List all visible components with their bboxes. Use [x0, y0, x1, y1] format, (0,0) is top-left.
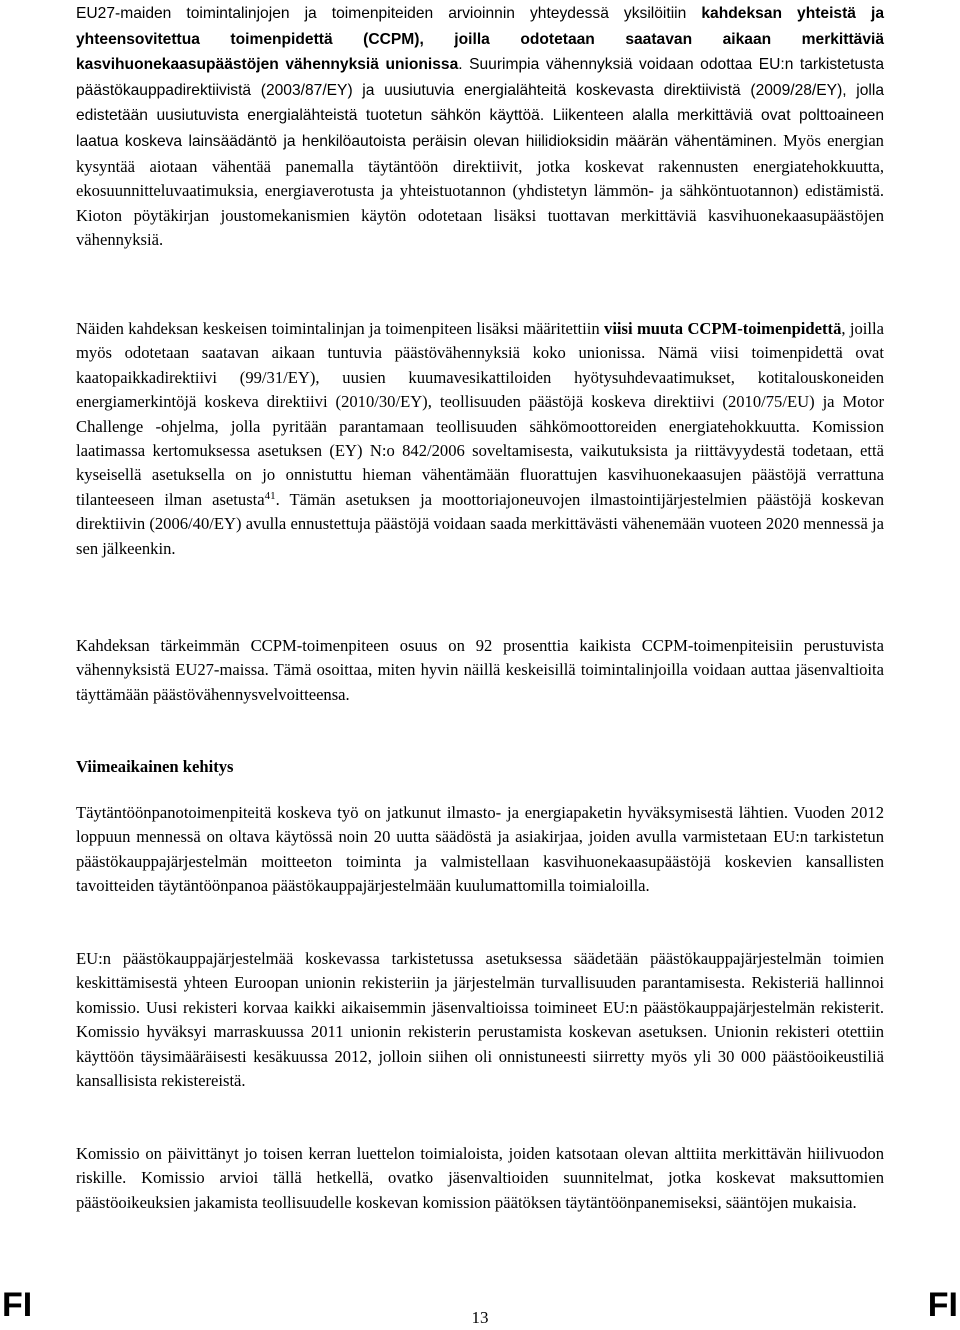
text-run: Myös energian kysyntää aiotaan vähentää panemalla täytäntöön direktiivit, jotka koskevat rakennusten energiatehokkuutta, ekosuunnitteluvaatimuksia, energiaverotusta ja yhteistuotannon (yhdistetyn lämmön- ja sähköntuotannon) edistämistä. Kioton pöytäkirjan joustomekanismien käytön odotetaan lisäksi tuottavan merkittäviä kasvihuonekaasupäästöjen vähennyksiä. — [76, 130, 884, 250]
page-number: 13 — [471, 1308, 489, 1327]
paragraph-ccpm-overview — [76, 1, 884, 253]
text-run: Komissio on päivittänyt jo toisen kerran luettelon toimialoista, joiden katsotaan olevan alttiita merkittävän hiilivuodon riskille. Komissio arvioi tällä hetkellä, ovatko jäsenvaltioiden suunnitelmat, jotka koskevat maksuttomien päästöoikeuksien jakamista teollisuudelle koskevan komission päätöksen täytäntöönpanemiseksi, sääntöjen mukaisia. — [76, 1144, 884, 1212]
language-code-right: FI — [927, 1286, 958, 1324]
text-run: . Suurimpia vähennyksiä voidaan odottaa EU:n tarkistetusta päästökauppadirektiivistä (2003/87/EY) ja uusiutuvia energialähteitä koskevasta direktiivistä (2009/28/EY), jolla edistetään uusiutuvista energialähteistä tuotetun sähkön käyttöä. Liikenteen alalla merkittäviä ovat polttoaineen laatua koskeva lainsäädäntö ja henkilöautoista peräisin olevan hiilidioksidin määrän vähentäminen. — [76, 56, 884, 150]
text-run: Täytäntöönpanotoimenpiteitä koskeva työ on jatkunut ilmasto- ja energiapaketin hyväksymisestä lähtien. Vuoden 2012 loppuun mennessä on oltava käytössä noin 20 uutta säädöstä ja asiakirjaa, joiden avulla varmistetaan EU:n tarkistetun päästökauppajärjestelmän moitteeton toiminta ja valmistellaan kasvihuonekaasupäästöjä koskevien kansallisten tavoitteiden täytäntöönpanoa päästökauppajärjestelmään kuulumattomilla toimialoilla. — [76, 803, 884, 896]
text-run: EU:n päästökauppajärjestelmää koskevassa tarkistetussa asetuksessa säädetään päästökauppajärjestelmän toimien keskittämisestä yhteen Euroopan unionin rekisteriin ja järjestelmän turvallisuuden parantamisesta. Rekisteriä hallinnoi komissio. Uusi rekisteri korvaa kaikki aikaisemmin jäsenvaltioissa toimineet EU:n päästökauppajärjestelmän rekisterit. Komissio hyväksyi marraskuussa 2011 unionin rekisterin perustamista koskevan asetuksen. Unionin rekisteri otettiin käyttöön täysimääräisesti kesäkuussa 2012, jolloin siihen oli onnistuneesti siirretty myös yli 30 000 päästöoikeustiliä kansallisista rekistereistä. — [76, 949, 884, 1091]
paragraph-five-additional-measures — [76, 317, 884, 561]
section-heading: Viimeaikainen kehitys — [76, 757, 234, 776]
text-run: EU27-maiden toimintalinjojen ja toimenpiteiden arvioinnin yhteydessä yksilöitiin — [76, 5, 702, 22]
paragraph-ccpm-share — [76, 634, 884, 707]
text-run: Kahdeksan tärkeimmän CCPM-toimenpiteen osuus on 92 prosenttia kaikista CCPM-toimenpiteisiin perustuvista vähennyksistä EU27-maissa. Tämä osoittaa, miten hyvin näillä keskeisillä toimintalinjoilla voidaan auttaa jäsenvaltioita täyttämään päästövähennysvelvoitteensa. — [76, 636, 884, 704]
paragraph-carbon-leakage — [76, 1142, 884, 1215]
language-code-left: FI — [2, 1286, 33, 1324]
text-run: , joilla myös odotetaan saatavan aikaan tuntuvia päästövähennyksiä koko unionissa. Nämä viisi toimenpidettä ovat kaatopaikkadirektiivi (99/31/EY), uusien kuumavesikattiloiden hyötysuhdevaatimukset, kotitalouskoneiden energiamerkintöjä koskeva direktiivi (2010/30/EY), teollisuuden päästöjä koskeva direktiivi (2010/75/EU) ja Motor Challenge -ohjelma, jolla pyritään parantamaan teollisuuden sähkömoottoreiden energiatehokkuutta. Komission laatimassa kertomuksessa asetuksen (EY) N:o 842/2006 soveltamisesta, vaikutuksista ja riittävyydestä todetaan, että kyseisellä asetuksella on jo onnistuttu hieman vähentämään fluorattujen kasvihuonekaasujen päästöjä verrattuna tilanteeseen ilman asetusta — [76, 319, 884, 509]
paragraph-implementation-work — [76, 801, 884, 899]
text-run: . Tämän asetuksen ja moottoriajoneuvojen ilmastointijärjestelmien päästöjä koskevan direktiivin (2006/40/EY) avulla ennustettuja päästöjä voidaan saada merkittävästi vähenemään vuoteen 2020 mennessä ja sen jälkeenkin. — [76, 489, 885, 558]
footnote-reference: 41 — [264, 489, 276, 502]
text-run: Näiden kahdeksan keskeisen toimintalinjan ja toimenpiteen lisäksi määritettiin — [76, 319, 605, 338]
bold-text-run: kahdeksan yhteistä ja yhteensovitettua toimenpidettä (CCPM), joilla odotetaan saatavan aikaan merkittäviä kasvihuonekaasupäästöjen vähennyksiä unionissa — [76, 5, 885, 74]
bold-text-run: viisi muuta CCPM-toimenpidettä — [604, 319, 842, 338]
paragraph-union-registry — [76, 947, 884, 1093]
